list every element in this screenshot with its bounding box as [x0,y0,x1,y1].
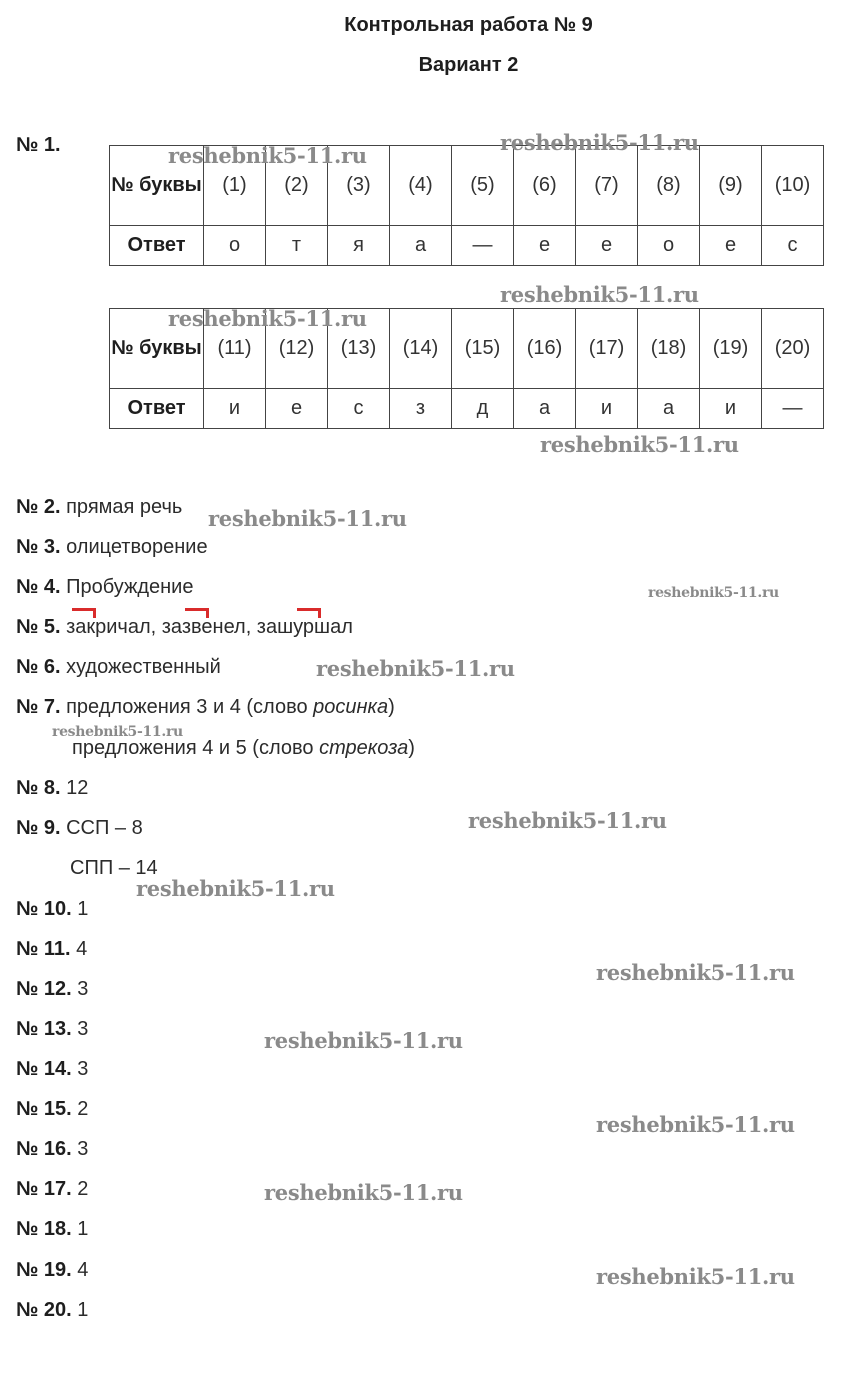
table-cell: (16) [514,309,576,389]
table-cell: д [452,389,514,429]
table-cell: (12) [266,309,328,389]
answer-line: № 10. 1 [16,898,89,920]
table-cell: (19) [700,309,762,389]
task-1-label: № 1. [16,134,61,156]
row-header-letter: № буквы [110,309,204,389]
answer-line: № 11. 4 [16,938,88,960]
watermark: reshebnik5-11.ru [316,656,515,681]
prefix-mark-icon [297,608,321,618]
table-cell: с [328,389,390,429]
watermark: reshebnik5-11.ru [500,282,699,307]
table-cell: (9) [700,146,762,226]
watermark: reshebnik5-11.ru [208,506,407,531]
answer-line: № 9. ССП – 8 [16,817,143,839]
table-cell: е [576,226,638,266]
table-cell: (13) [328,309,390,389]
table-cell: а [390,226,452,266]
answer-line: № 17. 2 [16,1178,89,1200]
table-cell: (17) [576,309,638,389]
answer-line: № 4. Пробуждение [16,576,194,598]
answer-line: № 13. 3 [16,1018,89,1040]
table-cell: (7) [576,146,638,226]
table-cell: (5) [452,146,514,226]
answer-line: № 20. 1 [16,1299,89,1321]
table-cell: (6) [514,146,576,226]
table-cell: (3) [328,146,390,226]
table-cell: (1) [204,146,266,226]
table-cell: (15) [452,309,514,389]
table-cell: (4) [390,146,452,226]
watermark: reshebnik5-11.ru [596,1264,795,1289]
row-header-answer: Ответ [110,389,204,429]
table-cell: и [700,389,762,429]
watermark: reshebnik5-11.ru [264,1180,463,1205]
table-cell: а [638,389,700,429]
answer-line: № 12. 3 [16,978,89,1000]
watermark: reshebnik5-11.ru [52,724,183,740]
watermark: reshebnik5-11.ru [540,432,739,457]
prefix-mark-icon [72,608,96,618]
answer-line: № 5. закричал, зазвенел, зашуршал [16,616,353,638]
table-cell: с [762,226,824,266]
watermark: reshebnik5-11.ru [168,143,367,168]
table-cell: (11) [204,309,266,389]
answer-line: № 3. олицетворение [16,536,208,558]
watermark: reshebnik5-11.ru [468,808,667,833]
answer-line: № 6. художественный [16,656,221,678]
table-cell: з [390,389,452,429]
table-cell: о [204,226,266,266]
watermark: reshebnik5-11.ru [648,585,779,601]
prefix-mark-icon [185,608,209,618]
variant-title: Вариант 2 [418,54,519,76]
table-cell: е [266,389,328,429]
watermark: reshebnik5-11.ru [136,876,335,901]
answer-line: № 8. 12 [16,777,89,799]
answer-line: № 7. предложения 3 и 4 (слово росинка) [16,696,395,718]
watermark: reshebnik5-11.ru [596,1112,795,1137]
table-cell: и [576,389,638,429]
table-cell: я [328,226,390,266]
table-cell: (18) [638,309,700,389]
answer-line-cont: СПП – 14 [70,857,158,879]
watermark: reshebnik5-11.ru [596,960,795,985]
watermark: reshebnik5-11.ru [264,1028,463,1053]
answer-line: № 2. прямая речь [16,496,183,518]
row-header-answer: Ответ [110,226,204,266]
table-cell: (14) [390,309,452,389]
answer-line: № 19. 4 [16,1259,89,1281]
table-cell: (20) [762,309,824,389]
table-cell: е [700,226,762,266]
table-cell: (2) [266,146,328,226]
table-cell: — [452,226,514,266]
table-cell: и [204,389,266,429]
row-header-letter: № буквы [110,146,204,226]
watermark: reshebnik5-11.ru [500,130,699,155]
table-cell: е [514,226,576,266]
table-cell: — [762,389,824,429]
table-cell: о [638,226,700,266]
table-cell: (8) [638,146,700,226]
answer-line: № 18. 1 [16,1218,89,1240]
watermark: reshebnik5-11.ru [168,306,367,331]
answer-line: № 16. 3 [16,1138,89,1160]
answer-line: № 14. 3 [16,1058,89,1080]
page-title: Контрольная работа № 9 [344,14,593,36]
answer-line-cont: предложения 4 и 5 (слово стрекоза) [72,737,415,759]
table-cell: т [266,226,328,266]
table-cell: (10) [762,146,824,226]
answer-line: № 15. 2 [16,1098,89,1120]
table-cell: а [514,389,576,429]
